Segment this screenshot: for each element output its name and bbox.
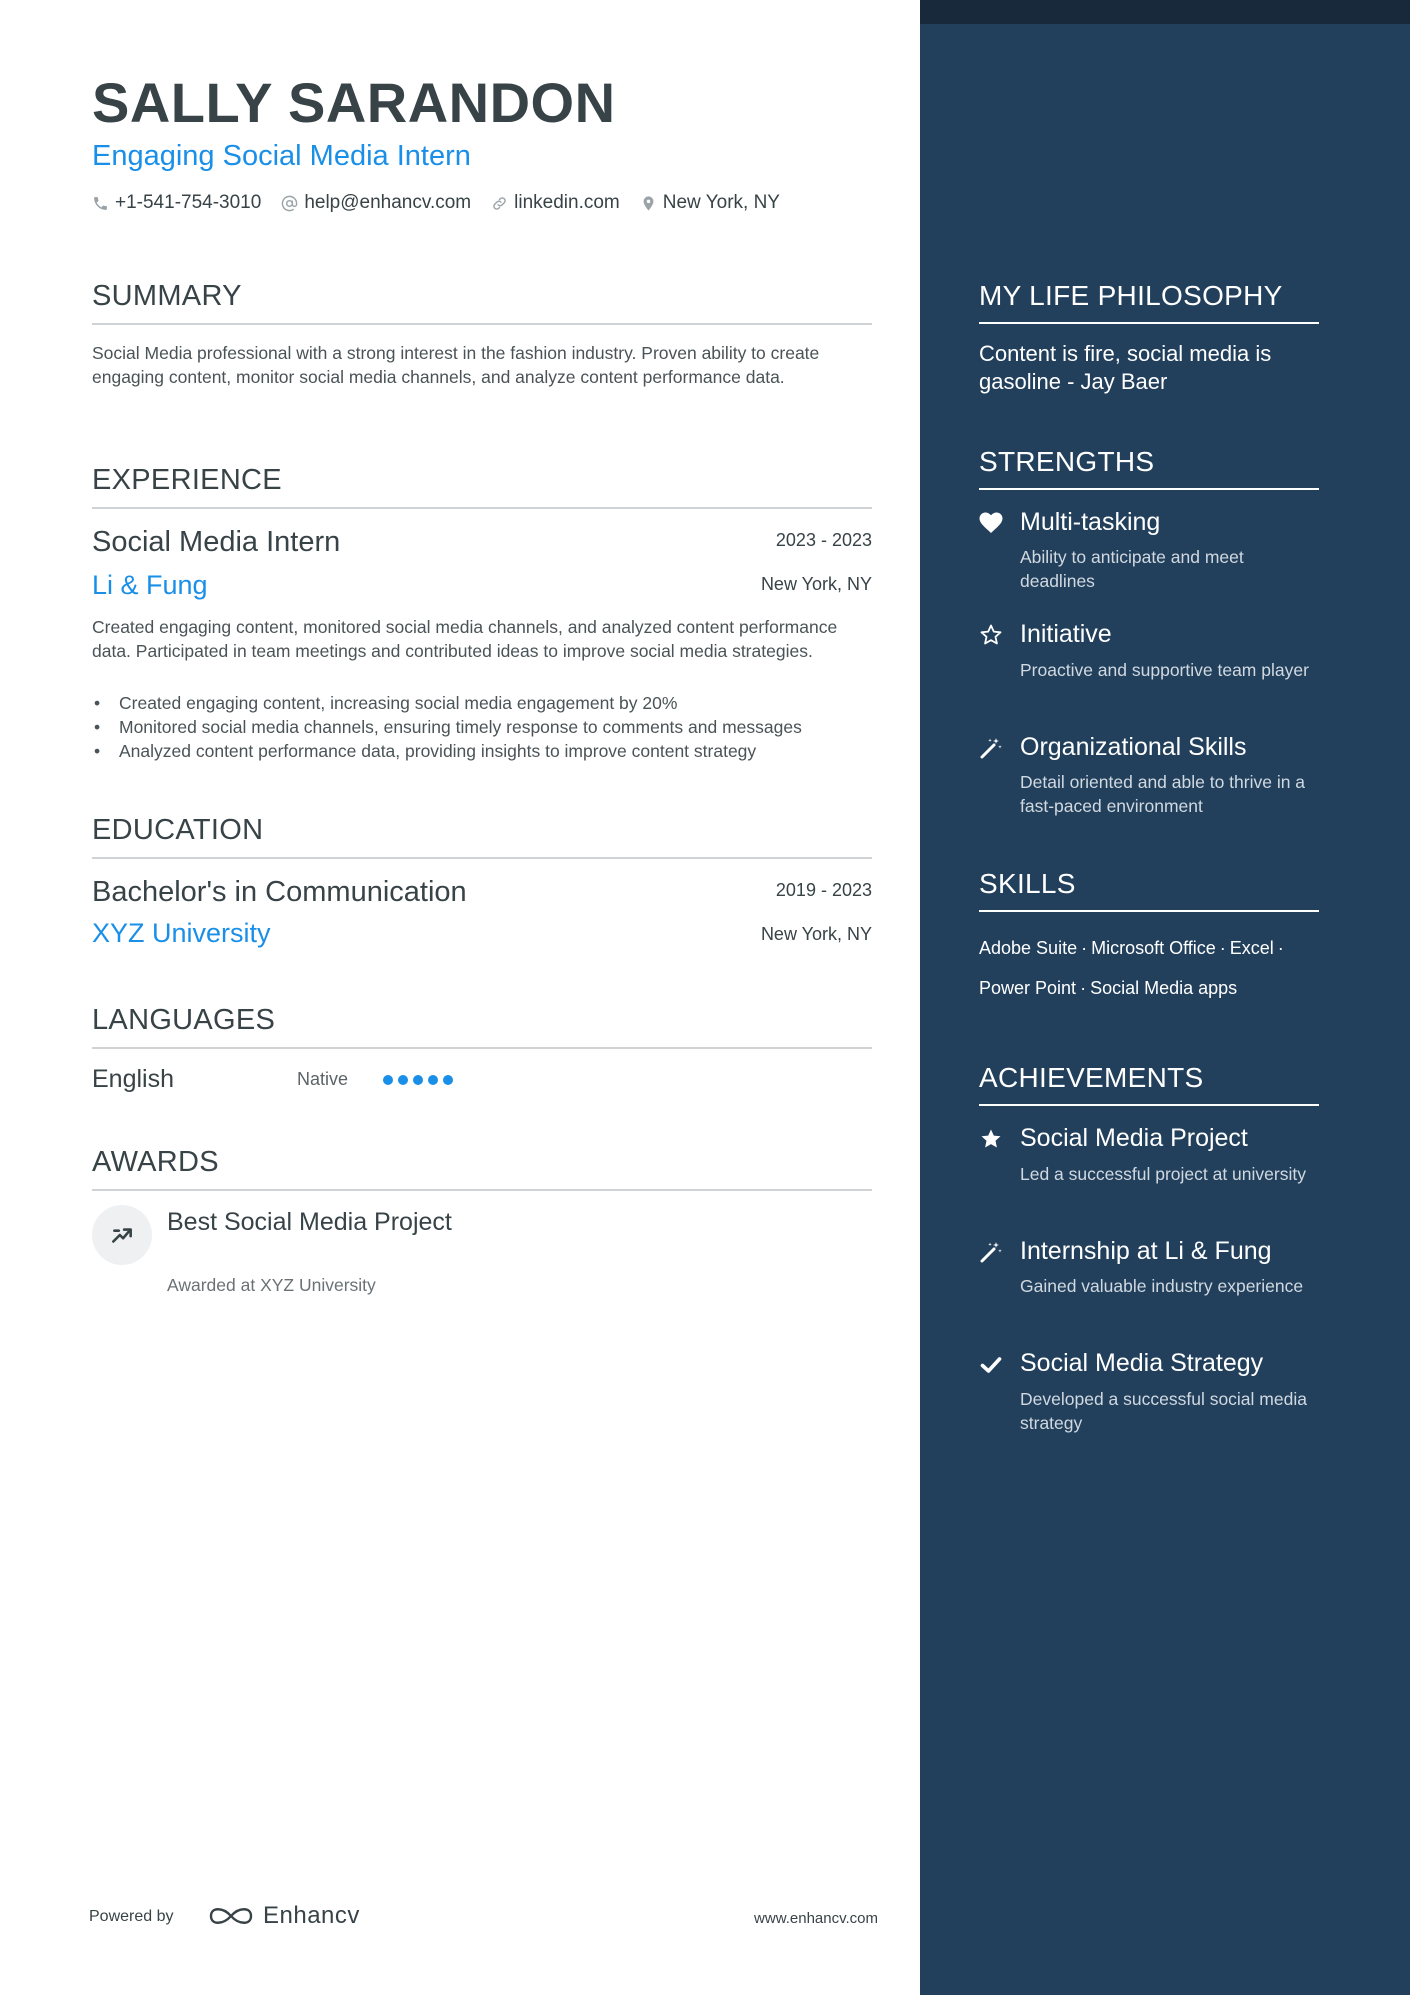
skill-item: Microsoft Office — [1091, 938, 1216, 958]
proficiency-dot — [428, 1075, 438, 1085]
experience-heading: EXPERIENCE — [92, 464, 872, 509]
experience-location: New York, NY — [760, 574, 872, 594]
location-text: New York, NY — [662, 192, 780, 213]
award-subtitle: Awarded at XYZ University — [167, 1275, 376, 1295]
education-heading: EDUCATION — [92, 814, 872, 859]
skill-separator: · — [1081, 938, 1088, 958]
philosophy-heading: MY LIFE PHILOSOPHY — [979, 280, 1319, 324]
trending-icon — [109, 1222, 135, 1248]
magic-wand-icon — [979, 1240, 1003, 1264]
at-icon — [281, 195, 298, 212]
list-item: • Analyzed content performance data, providing insights to improve content strategy — [92, 739, 872, 763]
contact-phone[interactable] — [92, 192, 261, 214]
proficiency-dot — [443, 1075, 453, 1085]
contact-email[interactable] — [281, 192, 471, 214]
star-outline-icon — [979, 623, 1003, 647]
skill-item: Adobe Suite — [979, 938, 1078, 958]
achievement-desc: Led a successful project at university — [1020, 1164, 1306, 1184]
experience-dates: 2023 - 2023 — [775, 530, 872, 550]
list-item: • Created engaging content, increasing social media engagement by 20% — [92, 691, 872, 715]
strengths-heading: STRENGTHS — [979, 446, 1319, 490]
contact-link[interactable] — [491, 192, 620, 214]
strength-desc: Detail oriented and able to thrive in a fast-paced environment — [1020, 772, 1306, 816]
strength-title: Organizational Skills — [1020, 733, 1247, 761]
skill-separator: · — [1219, 938, 1226, 958]
philosophy-quote: Content is fire, social media is gasoline - Jay Baer — [979, 341, 1272, 394]
education-degree: Bachelor's in Communication — [92, 876, 467, 908]
education-location: New York, NY — [760, 924, 872, 944]
heart-icon — [979, 511, 1003, 535]
sidebar-top-bar — [920, 0, 1410, 24]
email-text: help@enhancv.com — [304, 192, 472, 213]
language-proficiency-dots — [383, 1075, 458, 1085]
achievements-heading: ACHIEVEMENTS — [979, 1062, 1319, 1106]
phone-text: +1-541-754-3010 — [115, 192, 262, 213]
link-text: linkedin.com — [514, 192, 620, 213]
language-name: English — [92, 1065, 174, 1093]
strength-title: Initiative — [1020, 620, 1112, 648]
achievement-title: Internship at Li & Fung — [1020, 1237, 1272, 1265]
contact-location — [640, 192, 780, 214]
link-icon — [491, 195, 508, 212]
skill-item: Social Media apps — [1090, 978, 1238, 998]
proficiency-dot — [398, 1075, 408, 1085]
check-icon — [979, 1353, 1003, 1377]
language-level: Native — [297, 1069, 349, 1089]
experience-company[interactable]: Li & Fung — [92, 570, 208, 600]
award-title: Best Social Media Project — [167, 1208, 452, 1236]
achievement-title: Social Media Project — [1020, 1124, 1248, 1152]
footer-brand: Enhancv — [263, 1902, 360, 1929]
strength-desc: Ability to anticipate and meet deadlines — [1020, 547, 1244, 591]
star-icon — [979, 1127, 1003, 1151]
experience-role: Social Media Intern — [92, 526, 341, 558]
achievement-desc: Developed a successful social media strategy — [1020, 1389, 1307, 1433]
location-pin-icon — [640, 195, 657, 212]
skill-separator: · — [1277, 938, 1284, 958]
footer-logo[interactable] — [207, 1902, 360, 1930]
proficiency-dot — [383, 1075, 393, 1085]
phone-icon — [92, 195, 109, 212]
strength-title: Multi-tasking — [1020, 508, 1161, 536]
education-school[interactable]: XYZ University — [92, 918, 271, 948]
experience-description: Created engaging content, monitored social media channels, and analyzed content performance data. Participated in team meetings and contributed ideas to improve social media strategies. — [92, 617, 838, 661]
award-icon — [92, 1205, 152, 1265]
summary-text: Social Media professional with a strong interest in the fashion industry. Proven ability to create engaging content, monitor social media channels, and analyze content performance data. — [92, 343, 820, 387]
skills-list — [979, 928, 1319, 1008]
education-dates: 2019 - 2023 — [775, 880, 872, 900]
enhancv-logo-icon — [207, 1903, 255, 1929]
experience-bullets — [92, 691, 872, 763]
proficiency-dot — [413, 1075, 423, 1085]
skills-heading: SKILLS — [979, 868, 1319, 912]
footer-url[interactable]: www.enhancv.com — [754, 1910, 878, 1927]
sidebar — [920, 0, 1410, 1995]
languages-heading: LANGUAGES — [92, 1004, 872, 1049]
skill-separator: · — [1080, 978, 1087, 998]
achievement-title: Social Media Strategy — [1020, 1349, 1264, 1377]
contact-bar — [92, 192, 800, 214]
footer-powered-by: Powered by — [89, 1908, 174, 1925]
skill-item: Excel — [1229, 938, 1274, 958]
achievement-desc: Gained valuable industry experience — [1020, 1276, 1304, 1296]
list-item: • Monitored social media channels, ensuring timely response to comments and messages — [92, 715, 872, 739]
strength-desc: Proactive and supportive team player — [1020, 660, 1309, 680]
summary-heading: SUMMARY — [92, 280, 872, 325]
magic-wand-icon — [979, 736, 1003, 760]
skill-item: Power Point — [979, 978, 1077, 998]
candidate-name: SALLY SARANDON — [92, 71, 616, 134]
candidate-title: Engaging Social Media Intern — [92, 140, 471, 172]
awards-heading: AWARDS — [92, 1146, 872, 1191]
